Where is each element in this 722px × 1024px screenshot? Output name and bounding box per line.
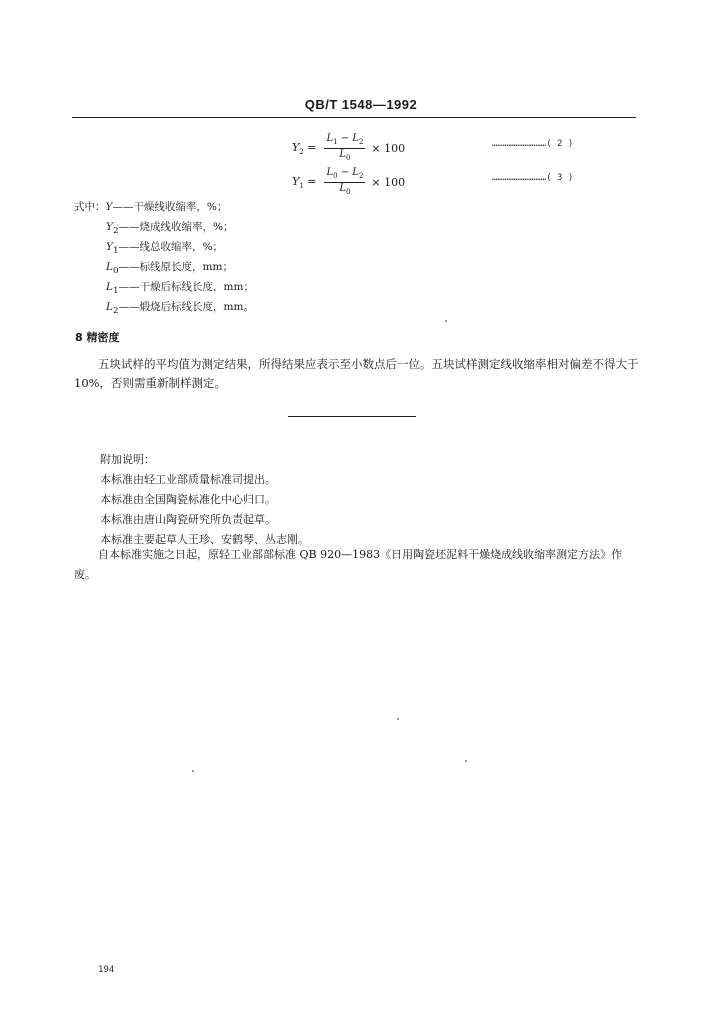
formula-2: [292, 133, 405, 164]
formula-lhs: $Y_2$ =: [292, 140, 317, 157]
definition-item: $L_0——$标线原长度，mm；: [106, 261, 233, 277]
formula-3: [292, 167, 405, 198]
note-line: 本标准由轻工业部质量标准司提出。: [100, 473, 276, 486]
definitions-intro: 式中：Y——干燥线收缩率，%；: [74, 201, 228, 213]
numerator: $L_1 - L_2$: [324, 133, 365, 149]
definition-item: $Y_2——$烧成线收缩率，%；: [106, 221, 234, 237]
scan-speck: [397, 718, 399, 720]
standard-code: QB/T 1548—1992: [304, 97, 418, 112]
section-paragraph: 五块试样的平均值为测定结果，所得结果应表示至小数点后一位。五块试样测定线收缩率相对偏差不得大于10%，否则需重新制样测定。: [74, 357, 639, 390]
definition-item: $Y_1——$线总收缩率，%；: [106, 241, 223, 257]
note-paragraph: 自本标准实施之日起，原轻工业部部标准 QB 920—1983《日用陶瓷坯泥料干燥烧成线收缩率测定方法》作废。: [74, 548, 623, 581]
fraction: [324, 133, 365, 164]
denominator: $L_0$: [339, 149, 351, 162]
notes-heading: 附加说明：: [100, 453, 155, 466]
definition-item: $L_1——$干燥后标线长度，mm；: [106, 281, 254, 297]
denominator: $L_0$: [339, 183, 351, 196]
formula-lhs: $Y_1$ =: [292, 174, 317, 191]
section-heading: 8 精密度: [75, 331, 120, 344]
equation-number-2: …………………………( 2 ): [492, 139, 574, 149]
equation-number-3: …………………………( 3 ): [492, 173, 574, 183]
note-line: 本标准由唐山陶瓷研究所负责起草。: [100, 513, 276, 526]
note-line: 本标准主要起草人王珍、安鹤琴、丛志刚。: [100, 533, 309, 546]
end-divider: [288, 416, 416, 417]
multiplier: × 100: [371, 176, 406, 189]
numerator: $L_0 - L_2$: [324, 167, 365, 183]
page-number: 194: [98, 965, 115, 975]
scan-speck: [445, 320, 447, 322]
header-divider: [72, 117, 636, 118]
scan-speck: [192, 770, 194, 772]
scan-speck: [465, 760, 467, 762]
fraction: [324, 167, 365, 198]
definition-item: $L_2——$煅烧后标线长度，mm。: [106, 301, 254, 317]
multiplier: × 100: [371, 142, 406, 155]
note-line: 本标准由全国陶瓷标准化中心归口。: [100, 493, 276, 506]
